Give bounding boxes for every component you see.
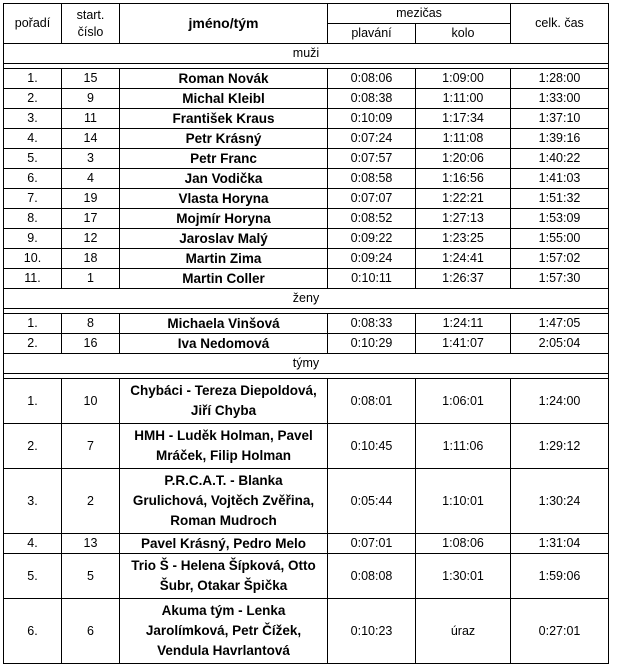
result-row — [4, 149, 609, 169]
total-time-cell: 1:51:32 — [511, 189, 609, 209]
total-time-cell: 1:37:10 — [511, 109, 609, 129]
name-cell — [120, 554, 328, 599]
total-time-cell: 1:31:04 — [511, 534, 609, 554]
swim-time-cell: 0:09:22 — [328, 229, 416, 249]
total-time-cell: 1:53:09 — [511, 209, 609, 229]
rank-cell: 7. — [4, 189, 62, 209]
name-cell: Jan Vodička — [120, 169, 328, 189]
section-header-row — [4, 289, 609, 309]
name-line: Jarolímková, Petr Čížek, — [145, 623, 302, 638]
bike-time-cell: 1:27:13 — [416, 209, 511, 229]
swim-time-cell: 0:10:45 — [328, 424, 416, 469]
total-time-cell: 2:05:04 — [511, 334, 609, 354]
header-start-number-text: start. číslo — [76, 7, 105, 39]
name-cell: Iva Nedomová — [120, 334, 328, 354]
total-time-cell: 1:24:00 — [511, 379, 609, 424]
result-row — [4, 469, 609, 534]
name-line: P.R.C.A.T. - Blanka — [164, 473, 283, 488]
bike-time-cell: 1:20:06 — [416, 149, 511, 169]
name-cell: Jaroslav Malý — [120, 229, 328, 249]
bike-time-cell: 1:09:00 — [416, 69, 511, 89]
swim-time-cell: 0:10:09 — [328, 109, 416, 129]
start-number-cell: 4 — [62, 169, 120, 189]
swim-time-cell: 0:10:29 — [328, 334, 416, 354]
result-row — [4, 69, 609, 89]
name-cell — [120, 469, 328, 534]
header-bike: kolo — [416, 24, 511, 44]
results-table — [3, 3, 609, 664]
name-cell — [120, 599, 328, 664]
result-row — [4, 169, 609, 189]
bike-time-cell: 1:17:34 — [416, 109, 511, 129]
rank-cell: 9. — [4, 229, 62, 249]
total-time-cell: 1:29:12 — [511, 424, 609, 469]
swim-time-cell: 0:08:33 — [328, 314, 416, 334]
rank-cell: 6. — [4, 599, 62, 664]
result-row — [4, 334, 609, 354]
result-row — [4, 249, 609, 269]
start-number-cell: 18 — [62, 249, 120, 269]
name-line: Roman Mudroch — [170, 513, 277, 528]
total-time-cell: 1:57:30 — [511, 269, 609, 289]
swim-time-cell: 0:08:52 — [328, 209, 416, 229]
header-name: jméno/tým — [120, 4, 328, 44]
name-cell: Martin Coller — [120, 269, 328, 289]
swim-time-cell: 0:10:23 — [328, 599, 416, 664]
result-row — [4, 424, 609, 469]
result-row — [4, 599, 609, 664]
name-cell: Roman Novák — [120, 69, 328, 89]
total-time-cell: 1:30:24 — [511, 469, 609, 534]
bike-time-cell: 1:24:11 — [416, 314, 511, 334]
bike-time-cell: 1:10:01 — [416, 469, 511, 534]
name-line: HMH - Luděk Holman, Pavel — [134, 428, 313, 443]
rank-cell: 10. — [4, 249, 62, 269]
name-cell: Martin Zima — [120, 249, 328, 269]
result-row — [4, 554, 609, 599]
rank-cell: 11. — [4, 269, 62, 289]
section-title: týmy — [4, 354, 609, 374]
header-total: celk. čas — [511, 4, 609, 44]
result-row — [4, 129, 609, 149]
result-row — [4, 534, 609, 554]
start-number-cell: 16 — [62, 334, 120, 354]
bike-time-cell: 1:16:56 — [416, 169, 511, 189]
rank-cell: 3. — [4, 109, 62, 129]
result-row — [4, 109, 609, 129]
rank-cell: 6. — [4, 169, 62, 189]
start-number-cell: 12 — [62, 229, 120, 249]
result-row — [4, 379, 609, 424]
swim-time-cell: 0:08:08 — [328, 554, 416, 599]
start-number-cell: 13 — [62, 534, 120, 554]
bike-time-cell: 1:11:06 — [416, 424, 511, 469]
total-time-cell: 1:41:03 — [511, 169, 609, 189]
start-number-cell: 8 — [62, 314, 120, 334]
swim-time-cell: 0:05:44 — [328, 469, 416, 534]
name-cell: Michaela Vinšová — [120, 314, 328, 334]
rank-cell: 8. — [4, 209, 62, 229]
start-number-cell: 14 — [62, 129, 120, 149]
name-cell: Petr Krásný — [120, 129, 328, 149]
rank-cell: 3. — [4, 469, 62, 534]
total-time-cell: 1:33:00 — [511, 89, 609, 109]
header-rank: pořadí — [4, 4, 62, 44]
section-header-row — [4, 354, 609, 374]
swim-time-cell: 0:08:38 — [328, 89, 416, 109]
rank-cell: 1. — [4, 69, 62, 89]
header-swim: plavání — [328, 24, 416, 44]
start-number-cell: 15 — [62, 69, 120, 89]
rank-cell: 2. — [4, 334, 62, 354]
result-row — [4, 314, 609, 334]
result-row — [4, 269, 609, 289]
rank-cell: 4. — [4, 534, 62, 554]
name-line: Trio Š - Helena Šípková, Otto — [131, 558, 316, 573]
name-line: Jiří Chyba — [190, 403, 257, 418]
rank-cell: 2. — [4, 424, 62, 469]
swim-time-cell: 0:09:24 — [328, 249, 416, 269]
start-number-cell: 5 — [62, 554, 120, 599]
result-row — [4, 229, 609, 249]
start-number-cell: 7 — [62, 424, 120, 469]
bike-time-cell: 1:11:00 — [416, 89, 511, 109]
bike-time-cell: 1:41:07 — [416, 334, 511, 354]
start-number-cell: 1 — [62, 269, 120, 289]
start-number-cell: 17 — [62, 209, 120, 229]
section-title: muži — [4, 44, 609, 64]
start-number-cell: 3 — [62, 149, 120, 169]
bike-time-cell: 1:26:37 — [416, 269, 511, 289]
swim-time-cell: 0:07:57 — [328, 149, 416, 169]
rank-cell: 5. — [4, 554, 62, 599]
name-line: Akuma tým - Lenka — [161, 603, 286, 618]
bike-time-cell: 1:11:08 — [416, 129, 511, 149]
result-row — [4, 209, 609, 229]
name-line: Grulichová, Vojtěch Zvěřina, — [132, 493, 315, 508]
name-cell — [120, 424, 328, 469]
name-line: Chybáci - Tereza Diepoldová, — [130, 383, 317, 398]
name-cell: Vlasta Horyna — [120, 189, 328, 209]
total-time-cell: 1:57:02 — [511, 249, 609, 269]
header-row — [4, 4, 609, 24]
bike-time-cell: úraz — [416, 599, 511, 664]
bike-time-cell: 1:06:01 — [416, 379, 511, 424]
total-time-cell: 1:47:05 — [511, 314, 609, 334]
name-line: Vendula Havrlantová — [157, 643, 290, 658]
start-number-cell: 19 — [62, 189, 120, 209]
start-number-cell: 9 — [62, 89, 120, 109]
name-cell: Mojmír Horyna — [120, 209, 328, 229]
bike-time-cell: 1:23:25 — [416, 229, 511, 249]
start-number-cell: 2 — [62, 469, 120, 534]
swim-time-cell: 0:08:58 — [328, 169, 416, 189]
start-number-cell: 10 — [62, 379, 120, 424]
bike-time-cell: 1:08:06 — [416, 534, 511, 554]
name-cell: Pavel Krásný, Pedro Melo — [120, 534, 328, 554]
total-time-cell: 1:39:16 — [511, 129, 609, 149]
results-body — [4, 4, 609, 664]
swim-time-cell: 0:07:24 — [328, 129, 416, 149]
rank-cell: 5. — [4, 149, 62, 169]
swim-time-cell: 0:08:01 — [328, 379, 416, 424]
rank-cell: 1. — [4, 314, 62, 334]
name-line: Mráček, Filip Holman — [155, 448, 292, 463]
swim-time-cell: 0:10:11 — [328, 269, 416, 289]
swim-time-cell: 0:07:07 — [328, 189, 416, 209]
rank-cell: 4. — [4, 129, 62, 149]
total-time-cell: 1:55:00 — [511, 229, 609, 249]
name-cell: František Kraus — [120, 109, 328, 129]
name-cell: Michal Kleibl — [120, 89, 328, 109]
section-title: ženy — [4, 289, 609, 309]
result-row — [4, 189, 609, 209]
total-time-cell: 1:40:22 — [511, 149, 609, 169]
section-header-row — [4, 44, 609, 64]
rank-cell: 2. — [4, 89, 62, 109]
total-time-cell: 1:28:00 — [511, 69, 609, 89]
total-time-cell: 0:27:01 — [511, 599, 609, 664]
start-number-cell: 6 — [62, 599, 120, 664]
result-row — [4, 89, 609, 109]
swim-time-cell: 0:08:06 — [328, 69, 416, 89]
rank-cell: 1. — [4, 379, 62, 424]
bike-time-cell: 1:30:01 — [416, 554, 511, 599]
bike-time-cell: 1:22:21 — [416, 189, 511, 209]
start-number-cell: 11 — [62, 109, 120, 129]
bike-time-cell: 1:24:41 — [416, 249, 511, 269]
name-cell: Petr Franc — [120, 149, 328, 169]
swim-time-cell: 0:07:01 — [328, 534, 416, 554]
header-split: mezičas — [328, 4, 511, 24]
total-time-cell: 1:59:06 — [511, 554, 609, 599]
name-cell — [120, 379, 328, 424]
header-start-number — [62, 4, 120, 44]
name-line: Šubr, Otakar Špička — [159, 578, 288, 593]
